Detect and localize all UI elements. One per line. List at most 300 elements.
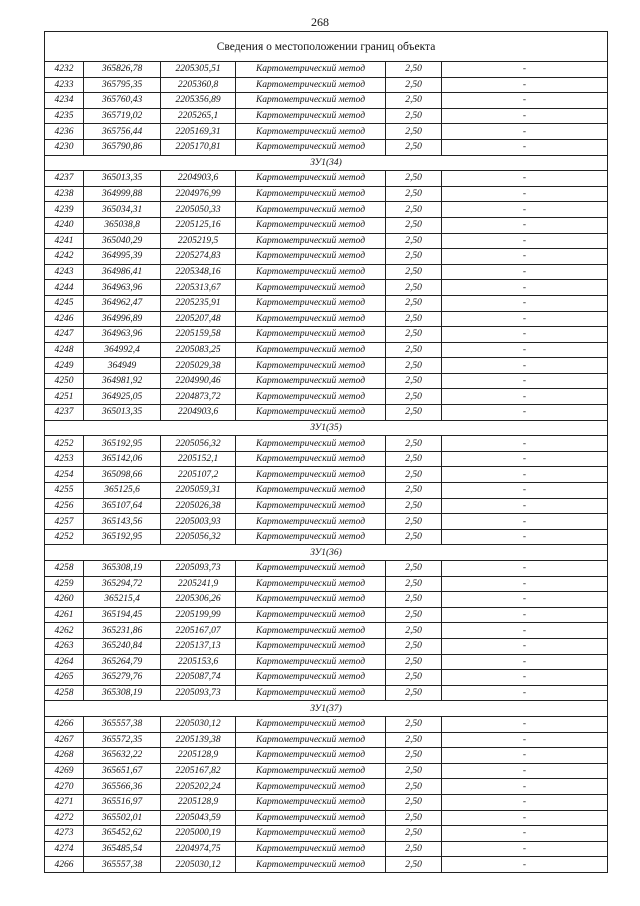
table-row [45,779,608,795]
accuracy-cell: 2,50 [386,763,442,779]
accuracy-cell: 2,50 [386,498,442,514]
accuracy-cell: 2,50 [386,607,442,623]
y-coordinate-cell: 2205093,73 [161,561,236,577]
table-row [45,124,608,140]
description-cell: - [442,62,608,78]
accuracy-cell: 2,50 [386,779,442,795]
x-coordinate-cell: 365279,76 [84,670,161,686]
point-number-cell: 4250 [45,373,84,389]
point-number-cell: 4237 [45,405,84,421]
section-label: ЗУ1(36) [45,545,608,561]
method-cell: Картометрический метод [236,810,386,826]
y-coordinate-cell: 2205170,81 [161,139,236,155]
y-coordinate-cell: 2205128,9 [161,748,236,764]
y-coordinate-cell: 2205003,93 [161,514,236,530]
y-coordinate-cell: 2205030,12 [161,716,236,732]
x-coordinate-cell: 365760,43 [84,93,161,109]
point-number-cell: 4241 [45,233,84,249]
table-row [45,311,608,327]
point-number-cell: 4268 [45,748,84,764]
x-coordinate-cell: 364963,96 [84,327,161,343]
table-row [45,358,608,374]
point-number-cell: 4255 [45,483,84,499]
description-cell: - [442,264,608,280]
accuracy-cell: 2,50 [386,654,442,670]
page-number: 268 [311,15,329,29]
accuracy-cell: 2,50 [386,857,442,873]
description-cell: - [442,451,608,467]
y-coordinate-cell: 2205360,8 [161,77,236,93]
method-cell: Картометрический метод [236,202,386,218]
method-cell: Картометрический метод [236,327,386,343]
table-title: Сведения о местоположении границ объекта [45,32,608,62]
accuracy-cell: 2,50 [386,139,442,155]
accuracy-cell: 2,50 [386,202,442,218]
method-cell: Картометрический метод [236,217,386,233]
y-coordinate-cell: 2205274,83 [161,249,236,265]
accuracy-cell: 2,50 [386,233,442,249]
table-row [45,249,608,265]
x-coordinate-cell: 365240,84 [84,638,161,654]
x-coordinate-cell: 364999,88 [84,186,161,202]
table-row [45,763,608,779]
accuracy-cell: 2,50 [386,451,442,467]
table-row [45,638,608,654]
y-coordinate-cell: 2205026,38 [161,498,236,514]
description-cell: - [442,389,608,405]
accuracy-cell: 2,50 [386,405,442,421]
method-cell: Картометрический метод [236,576,386,592]
y-coordinate-cell: 2205153,6 [161,654,236,670]
method-cell: Картометрический метод [236,389,386,405]
section-label: ЗУ1(37) [45,701,608,717]
point-number-cell: 4259 [45,576,84,592]
description-cell: - [442,436,608,452]
description-cell: - [442,311,608,327]
point-number-cell: 4269 [45,763,84,779]
accuracy-cell: 2,50 [386,342,442,358]
x-coordinate-cell: 365719,02 [84,108,161,124]
description-cell: - [442,826,608,842]
accuracy-cell: 2,50 [386,623,442,639]
accuracy-cell: 2,50 [386,748,442,764]
description-cell: - [442,108,608,124]
x-coordinate-cell: 365013,35 [84,405,161,421]
point-number-cell: 4260 [45,592,84,608]
description-cell: - [442,794,608,810]
description-cell: - [442,732,608,748]
y-coordinate-cell: 2205169,31 [161,124,236,140]
x-coordinate-cell: 365485,54 [84,841,161,857]
table-row [45,576,608,592]
x-coordinate-cell: 365572,35 [84,732,161,748]
table-title-row [45,32,608,62]
point-number-cell: 4242 [45,249,84,265]
table-row [45,217,608,233]
accuracy-cell: 2,50 [386,576,442,592]
accuracy-cell: 2,50 [386,249,442,265]
method-cell: Картометрический метод [236,405,386,421]
description-cell: - [442,327,608,343]
y-coordinate-cell: 2205167,82 [161,763,236,779]
method-cell: Картометрический метод [236,280,386,296]
y-coordinate-cell: 2205083,25 [161,342,236,358]
description-cell: - [442,748,608,764]
x-coordinate-cell: 365756,44 [84,124,161,140]
y-coordinate-cell: 2204990,46 [161,373,236,389]
description-cell: - [442,217,608,233]
x-coordinate-cell: 365142,06 [84,451,161,467]
table-row [45,732,608,748]
point-number-cell: 4252 [45,436,84,452]
y-coordinate-cell: 2205306,26 [161,592,236,608]
boundary-coordinates-table [44,31,608,873]
method-cell: Картометрический метод [236,592,386,608]
table-row [45,373,608,389]
y-coordinate-cell: 2205056,32 [161,529,236,545]
description-cell: - [442,638,608,654]
description-cell: - [442,467,608,483]
table-row [45,857,608,873]
method-cell: Картометрический метод [236,311,386,327]
x-coordinate-cell: 365098,66 [84,467,161,483]
x-coordinate-cell: 364949 [84,358,161,374]
accuracy-cell: 2,50 [386,716,442,732]
description-cell: - [442,529,608,545]
x-coordinate-cell: 365632,22 [84,748,161,764]
y-coordinate-cell: 2205137,13 [161,638,236,654]
accuracy-cell: 2,50 [386,295,442,311]
description-cell: - [442,202,608,218]
description-cell: - [442,249,608,265]
point-number-cell: 4248 [45,342,84,358]
method-cell: Картометрический метод [236,358,386,374]
table-row [45,607,608,623]
point-number-cell: 4252 [45,529,84,545]
accuracy-cell: 2,50 [386,732,442,748]
method-cell: Картометрический метод [236,498,386,514]
description-cell: - [442,498,608,514]
method-cell: Картометрический метод [236,108,386,124]
accuracy-cell: 2,50 [386,685,442,701]
method-cell: Картометрический метод [236,670,386,686]
y-coordinate-cell: 2205265,1 [161,108,236,124]
y-coordinate-cell: 2205207,48 [161,311,236,327]
method-cell: Картометрический метод [236,685,386,701]
table-row [45,748,608,764]
x-coordinate-cell: 365231,86 [84,623,161,639]
point-number-cell: 4238 [45,186,84,202]
method-cell: Картометрический метод [236,748,386,764]
point-number-cell: 4266 [45,857,84,873]
accuracy-cell: 2,50 [386,62,442,78]
table-row [45,139,608,155]
x-coordinate-cell: 365790,86 [84,139,161,155]
table-body [45,62,608,873]
y-coordinate-cell: 2205305,51 [161,62,236,78]
method-cell: Картометрический метод [236,124,386,140]
method-cell: Картометрический метод [236,732,386,748]
method-cell: Картометрический метод [236,342,386,358]
point-number-cell: 4262 [45,623,84,639]
accuracy-cell: 2,50 [386,311,442,327]
description-cell: - [442,670,608,686]
point-number-cell: 4247 [45,327,84,343]
table-row [45,529,608,545]
point-number-cell: 4246 [45,311,84,327]
x-coordinate-cell: 365040,29 [84,233,161,249]
x-coordinate-cell: 365651,67 [84,763,161,779]
method-cell: Картометрический метод [236,857,386,873]
x-coordinate-cell: 365194,45 [84,607,161,623]
description-cell: - [442,514,608,530]
y-coordinate-cell: 2205093,73 [161,685,236,701]
table-row [45,171,608,187]
x-coordinate-cell: 365294,72 [84,576,161,592]
method-cell: Картометрический метод [236,139,386,155]
y-coordinate-cell: 2205199,99 [161,607,236,623]
accuracy-cell: 2,50 [386,483,442,499]
y-coordinate-cell: 2205167,07 [161,623,236,639]
method-cell: Картометрический метод [236,93,386,109]
accuracy-cell: 2,50 [386,670,442,686]
accuracy-cell: 2,50 [386,592,442,608]
method-cell: Картометрический метод [236,467,386,483]
method-cell: Картометрический метод [236,233,386,249]
description-cell: - [442,592,608,608]
x-coordinate-cell: 365308,19 [84,561,161,577]
accuracy-cell: 2,50 [386,264,442,280]
y-coordinate-cell: 2205030,12 [161,857,236,873]
accuracy-cell: 2,50 [386,467,442,483]
y-coordinate-cell: 2205125,16 [161,217,236,233]
y-coordinate-cell: 2205029,38 [161,358,236,374]
point-number-cell: 4258 [45,685,84,701]
accuracy-cell: 2,50 [386,358,442,374]
y-coordinate-cell: 2205059,31 [161,483,236,499]
description-cell: - [442,233,608,249]
point-number-cell: 4239 [45,202,84,218]
y-coordinate-cell: 2205107,2 [161,467,236,483]
y-coordinate-cell: 2205050,33 [161,202,236,218]
x-coordinate-cell: 364981,92 [84,373,161,389]
table-row [45,327,608,343]
description-cell: - [442,373,608,389]
y-coordinate-cell: 2204976,99 [161,186,236,202]
table-row [45,77,608,93]
description-cell: - [442,342,608,358]
y-coordinate-cell: 2205202,24 [161,779,236,795]
accuracy-cell: 2,50 [386,217,442,233]
method-cell: Картометрический метод [236,607,386,623]
accuracy-cell: 2,50 [386,171,442,187]
x-coordinate-cell: 364995,39 [84,249,161,265]
x-coordinate-cell: 365557,38 [84,716,161,732]
point-number-cell: 4232 [45,62,84,78]
x-coordinate-cell: 365795,35 [84,77,161,93]
y-coordinate-cell: 2205152,1 [161,451,236,467]
y-coordinate-cell: 2204903,6 [161,405,236,421]
description-cell: - [442,295,608,311]
point-number-cell: 4265 [45,670,84,686]
method-cell: Картометрический метод [236,264,386,280]
table-row [45,483,608,499]
y-coordinate-cell: 2205000,19 [161,826,236,842]
description-cell: - [442,280,608,296]
x-coordinate-cell: 364996,89 [84,311,161,327]
table-row [45,405,608,421]
y-coordinate-cell: 2205128,9 [161,794,236,810]
point-number-cell: 4274 [45,841,84,857]
description-cell: - [442,186,608,202]
accuracy-cell: 2,50 [386,280,442,296]
description-cell: - [442,405,608,421]
table-row [45,280,608,296]
point-number-cell: 4249 [45,358,84,374]
point-number-cell: 4264 [45,654,84,670]
table-row [45,498,608,514]
method-cell: Картометрический метод [236,514,386,530]
method-cell: Картометрический метод [236,373,386,389]
table-row [45,264,608,280]
x-coordinate-cell: 364925,05 [84,389,161,405]
table-row [45,451,608,467]
point-number-cell: 4233 [45,77,84,93]
accuracy-cell: 2,50 [386,514,442,530]
point-number-cell: 4251 [45,389,84,405]
table-row [45,841,608,857]
point-number-cell: 4270 [45,779,84,795]
accuracy-cell: 2,50 [386,389,442,405]
table-row [45,93,608,109]
table-row [45,623,608,639]
table-row [45,592,608,608]
description-cell: - [442,576,608,592]
table-row [45,794,608,810]
table-row [45,810,608,826]
x-coordinate-cell: 365826,78 [84,62,161,78]
x-coordinate-cell: 365192,95 [84,436,161,452]
section-header-row [45,545,608,561]
method-cell: Картометрический метод [236,62,386,78]
section-header-row [45,701,608,717]
method-cell: Картометрический метод [236,794,386,810]
y-coordinate-cell: 2205139,38 [161,732,236,748]
x-coordinate-cell: 365192,95 [84,529,161,545]
description-cell: - [442,607,608,623]
y-coordinate-cell: 2205356,89 [161,93,236,109]
y-coordinate-cell: 2204974,75 [161,841,236,857]
point-number-cell: 4236 [45,124,84,140]
method-cell: Картометрический метод [236,763,386,779]
point-number-cell: 4245 [45,295,84,311]
section-header-row [45,420,608,436]
x-coordinate-cell: 364992,4 [84,342,161,358]
x-coordinate-cell: 365215,4 [84,592,161,608]
method-cell: Картометрический метод [236,436,386,452]
y-coordinate-cell: 2205087,74 [161,670,236,686]
point-number-cell: 4256 [45,498,84,514]
accuracy-cell: 2,50 [386,810,442,826]
point-number-cell: 4243 [45,264,84,280]
accuracy-cell: 2,50 [386,124,442,140]
x-coordinate-cell: 365013,35 [84,171,161,187]
y-coordinate-cell: 2205043,59 [161,810,236,826]
method-cell: Картометрический метод [236,451,386,467]
method-cell: Картометрический метод [236,249,386,265]
x-coordinate-cell: 364962,47 [84,295,161,311]
accuracy-cell: 2,50 [386,327,442,343]
accuracy-cell: 2,50 [386,77,442,93]
point-number-cell: 4235 [45,108,84,124]
table-row [45,514,608,530]
description-cell: - [442,716,608,732]
x-coordinate-cell: 365502,01 [84,810,161,826]
table-row [45,436,608,452]
method-cell: Картометрический метод [236,483,386,499]
description-cell: - [442,810,608,826]
table-row [45,108,608,124]
method-cell: Картометрический метод [236,779,386,795]
table-row [45,467,608,483]
method-cell: Картометрический метод [236,623,386,639]
table-row [45,202,608,218]
accuracy-cell: 2,50 [386,561,442,577]
description-cell: - [442,124,608,140]
accuracy-cell: 2,50 [386,529,442,545]
table-row [45,233,608,249]
point-number-cell: 4237 [45,171,84,187]
y-coordinate-cell: 2205056,32 [161,436,236,452]
description-cell: - [442,77,608,93]
table-row [45,685,608,701]
x-coordinate-cell: 364986,41 [84,264,161,280]
x-coordinate-cell: 365125,6 [84,483,161,499]
point-number-cell: 4254 [45,467,84,483]
accuracy-cell: 2,50 [386,841,442,857]
y-coordinate-cell: 2205219,5 [161,233,236,249]
point-number-cell: 4257 [45,514,84,530]
description-cell: - [442,139,608,155]
table-row [45,654,608,670]
point-number-cell: 4240 [45,217,84,233]
description-cell: - [442,654,608,670]
method-cell: Картометрический метод [236,826,386,842]
accuracy-cell: 2,50 [386,186,442,202]
point-number-cell: 4234 [45,93,84,109]
x-coordinate-cell: 365143,56 [84,514,161,530]
x-coordinate-cell: 365264,79 [84,654,161,670]
table-row [45,716,608,732]
point-number-cell: 4230 [45,139,84,155]
x-coordinate-cell: 364963,96 [84,280,161,296]
description-cell: - [442,841,608,857]
description-cell: - [442,93,608,109]
y-coordinate-cell: 2205348,16 [161,264,236,280]
description-cell: - [442,171,608,187]
point-number-cell: 4263 [45,638,84,654]
method-cell: Картометрический метод [236,654,386,670]
method-cell: Картометрический метод [236,716,386,732]
description-cell: - [442,623,608,639]
y-coordinate-cell: 2205241,9 [161,576,236,592]
accuracy-cell: 2,50 [386,826,442,842]
accuracy-cell: 2,50 [386,638,442,654]
y-coordinate-cell: 2205159,58 [161,327,236,343]
accuracy-cell: 2,50 [386,373,442,389]
method-cell: Картометрический метод [236,529,386,545]
description-cell: - [442,483,608,499]
